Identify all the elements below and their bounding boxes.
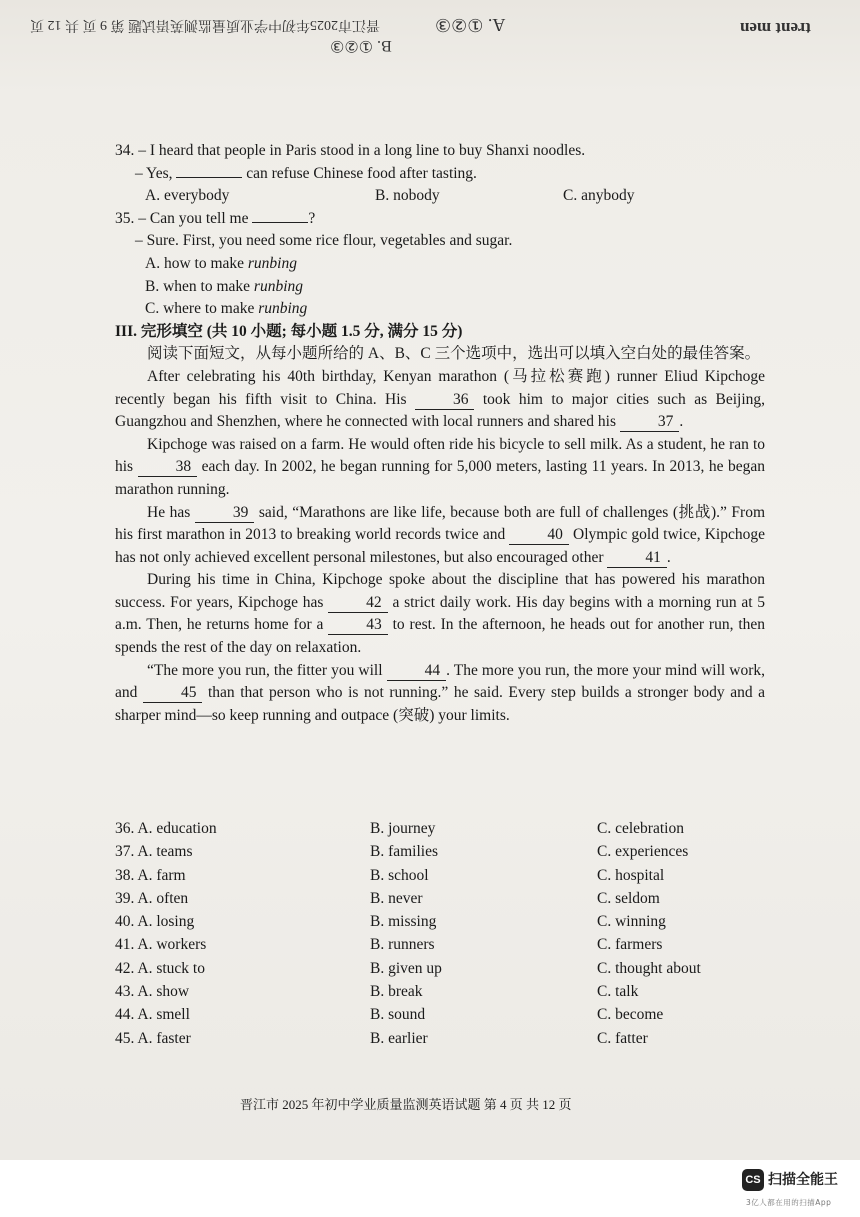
q34-stem: 34. – I heard that people in Paris stood in a long line to buy Shanxi noodles.	[115, 142, 586, 159]
choice-b: B. school	[370, 866, 429, 884]
q35-option-c-text: C. where to make	[145, 300, 255, 318]
choice-c: C. seldom	[597, 889, 660, 907]
choice-c: C. thought about	[597, 959, 701, 977]
choice-a: 38. A. farm	[115, 866, 186, 884]
choice-c: C. farmers	[597, 936, 663, 954]
choice-c: C. fatter	[597, 1029, 648, 1047]
choice-b: B. given up	[370, 959, 442, 977]
choice-a: 42. A. stuck to	[115, 959, 205, 977]
q35-option-word: runbing	[258, 300, 308, 318]
choice-c: C. celebration	[597, 820, 684, 837]
choice-row	[115, 983, 765, 1006]
p1-text-2: took him to major cities such as Beijing, Guangzhou and Shenzhen, where he connected with local runners and shared his	[115, 390, 766, 431]
choice-b: B. families	[370, 843, 439, 861]
p4-text-2: a strict daily work. His day begins with a morning run at 5 a.m. Then, he returns home for a	[115, 593, 766, 634]
choice-b: B. journey	[370, 820, 436, 837]
page-footer: 晋江市 2025 年初中学业质量监测英语试题 第 4 页 共 12 页	[240, 1097, 572, 1112]
p2-text-2: each day. In 2002, he began running for 5,000 meters, lasting 11 years. In 2013, he began marathon running.	[115, 458, 765, 498]
q35-option-word: runbing	[247, 254, 297, 272]
choice-row	[115, 960, 765, 983]
section-instruction: 阅读下面短文，从每小题所给的 A、B、C 三个选项中，选出可以填入空白处的最佳答案。	[147, 345, 761, 363]
choice-row	[115, 1030, 765, 1053]
choice-b: B. never	[370, 889, 423, 907]
bleed-through-header	[0, 0, 860, 60]
blank-36: 36	[415, 391, 475, 410]
passage-paragraph-4	[115, 569, 765, 659]
blank-40: 40	[509, 526, 569, 545]
choice-c: C. hospital	[597, 866, 665, 884]
p5-text-2: . The more you run, the more your mind will work, and	[115, 661, 765, 702]
choice-b: B. runners	[370, 936, 435, 954]
q34-option-c: C. anybody	[563, 187, 635, 205]
blank-38: 38	[138, 458, 198, 477]
mirrored-option-b: B. ①②③	[330, 37, 392, 54]
q35-option-b-text: B. when to make	[145, 277, 251, 295]
choice-c: C. experiences	[597, 843, 689, 861]
blank-43: 43	[328, 616, 388, 635]
choice-c: C. talk	[597, 983, 639, 1001]
app-tagline: 3亿人都在用的扫描App	[746, 1198, 832, 1207]
p1-text-1: After celebrating his 40th birthday, Kenyan marathon (马拉松赛跑) runner Eliud Kipchoge recently began his fifth visit to China. His	[115, 367, 765, 408]
q35-option-a	[115, 253, 765, 276]
mirrored-footer-text: 晋江市2025年初中学业质量监测英语试题 第 9 页 共 12 页	[30, 17, 380, 32]
q34-options	[115, 185, 765, 208]
camscanner-watermark	[740, 1163, 852, 1213]
p2-text-1: Kipchoge was raised on a farm. He would often ride his bicycle to sell milk. As a student, he ran to his	[115, 435, 765, 476]
choice-a: 43. A. show	[115, 983, 190, 1001]
p4-text-1: During his time in China, Kipchoge spoke about the discipline that has powered his marathon success. For years, Kipchoge has	[115, 571, 765, 611]
q34-option-b: B. nobody	[375, 187, 440, 205]
choice-row	[115, 867, 765, 890]
passage-paragraph-5	[115, 660, 765, 728]
choice-b: B. earlier	[370, 1029, 428, 1047]
choice-c: C. winning	[597, 913, 666, 931]
q34-response-start: – Yes,	[135, 164, 173, 182]
blank-42: 42	[328, 594, 388, 613]
p3-text-4: .	[666, 548, 671, 566]
choice-a: 39. A. often	[115, 889, 189, 907]
choice-b: B. sound	[370, 1006, 426, 1024]
p4-text-3: to rest. In the afternoon, he heads out for another run, then spends the rest of the day on relaxation.	[115, 616, 766, 657]
question-35	[115, 208, 765, 321]
blank-37: 37	[620, 413, 680, 432]
choice-a: 45. A. faster	[115, 1029, 191, 1047]
app-name: 扫描全能王	[768, 1172, 838, 1188]
p3-text-3: Olympic gold twice, Kipchoge has not only achieved excellent personal milestones, but also encouraged other	[115, 526, 765, 566]
choice-row	[115, 913, 765, 936]
blank-45: 45	[143, 684, 203, 703]
choice-a: 44. A. smell	[115, 1006, 190, 1024]
passage-paragraph-1	[115, 366, 765, 434]
blank-41: 41	[607, 549, 667, 568]
choice-a: 36. A. education	[115, 820, 217, 837]
choice-row	[115, 843, 765, 866]
p1-text-3: .	[679, 413, 684, 431]
q35-stem-start: 35. – Can you tell me	[115, 209, 249, 227]
q35-stem	[115, 208, 765, 231]
choice-a: 41. A. workers	[115, 936, 207, 954]
p3-text-2: said, “Marathons are like life, because both are full of challenges (挑战).” From his first marathon in 2013 to breaking world records twice and	[115, 503, 766, 544]
q35-option-b	[115, 276, 765, 299]
choice-row	[115, 936, 765, 959]
q34-response-end: can refuse Chinese food after tasting.	[246, 164, 477, 182]
blank-39: 39	[195, 504, 255, 523]
page-body	[115, 140, 765, 727]
q35-option-a-text: A. how to make	[145, 254, 245, 272]
choice-row	[115, 890, 765, 913]
q35-option-word: runbing	[253, 277, 304, 295]
q35-blank	[252, 208, 308, 223]
choice-row	[115, 1006, 765, 1029]
question-34	[115, 140, 765, 208]
choice-b: B. missing	[370, 913, 437, 931]
choice-row	[115, 820, 765, 843]
mirrored-option-a: A. ①②③	[435, 15, 506, 35]
p5-text-3: than that person who is not running.” he said. Every step builds a stronger body and a sharper mind—so keep running and outpace (突破) your limits.	[115, 684, 766, 724]
camscanner-logo-icon: CS	[742, 1169, 764, 1191]
section-title: III. 完形填空 (共 10 小题; 每小题 1.5 分, 满分 15 分)	[115, 322, 463, 340]
cloze-choices	[115, 820, 765, 1053]
blank-44: 44	[387, 662, 447, 681]
p5-text-1: “The more you run, the fitter you will	[147, 661, 383, 679]
q34-blank	[176, 163, 242, 178]
q35-stem-end: ?	[308, 209, 316, 227]
choice-a: 40. A. losing	[115, 913, 195, 931]
q34-response	[115, 163, 765, 186]
q35-response: – Sure. First, you need some rice flour, vegetables and sugar.	[135, 232, 513, 250]
choice-c: C. become	[597, 1006, 664, 1024]
q34-option-a: A. everybody	[145, 187, 230, 205]
choice-b: B. break	[370, 983, 423, 1001]
passage-paragraph-2	[115, 434, 765, 502]
q35-option-c	[115, 298, 765, 321]
passage-paragraph-3	[115, 502, 765, 570]
mirrored-word: trent men	[740, 19, 811, 38]
choice-a: 37. A. teams	[115, 843, 193, 861]
p3-text-1: He has	[147, 503, 191, 521]
